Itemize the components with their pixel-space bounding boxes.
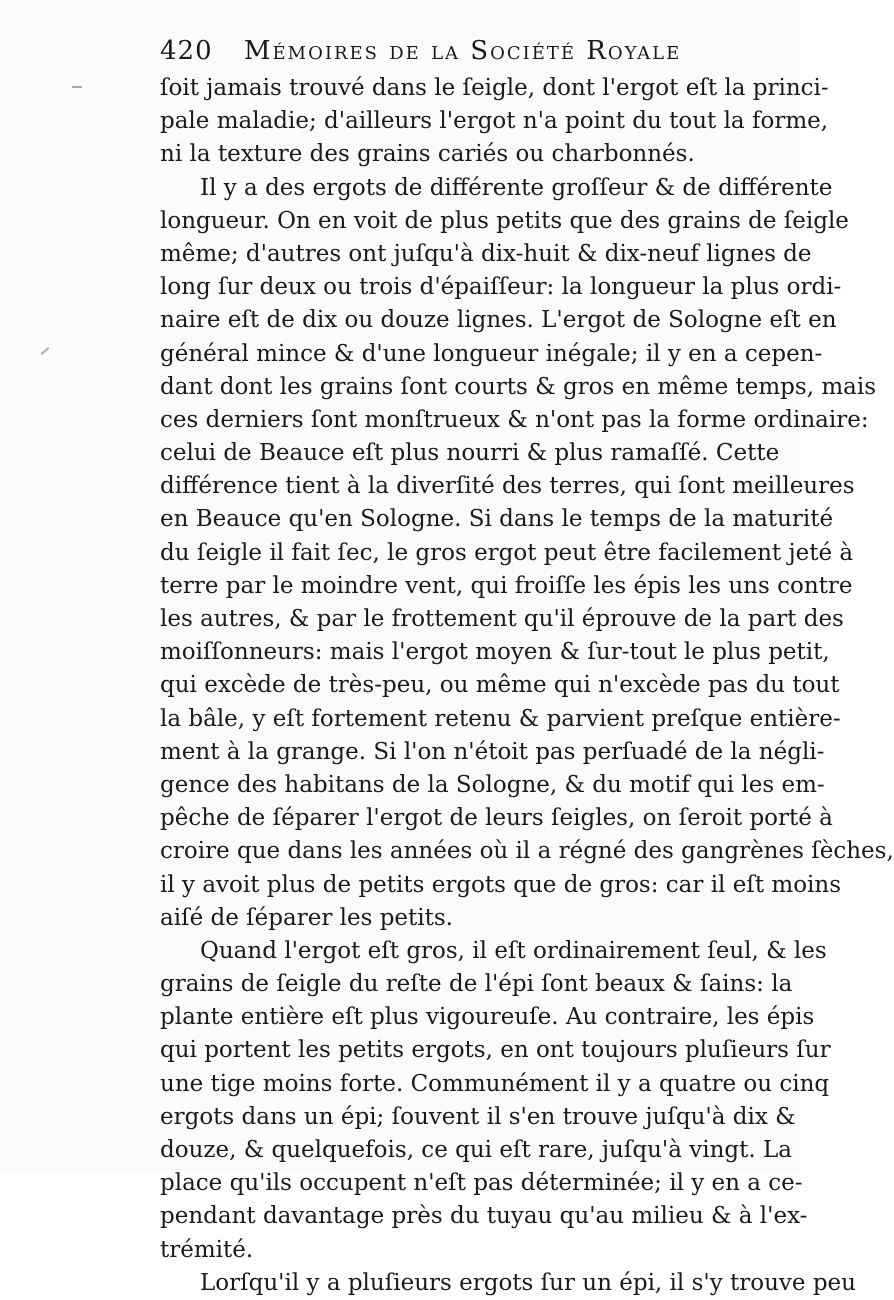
text-line: pale maladie; d'ailleurs l'ergot n'a point du tout la forme, (160, 108, 829, 135)
text-line: gence des habitans de la Sologne, & du motif qui les em- (160, 771, 825, 798)
text-line: terre par le moindre vent, qui froiſſe les épis les uns contre (160, 572, 853, 599)
body-text (160, 72, 894, 1300)
text-line: une tige moins forte. Communément il y a quatre ou cinq (160, 1070, 830, 1097)
text-line: la bâle, y eſt fortement retenu & parvient preſque entière- (160, 705, 841, 732)
text-line: ment à la grange. Si l'on n'étoit pas perſuadé de la négli- (160, 738, 825, 765)
text-line: trémité. (160, 1236, 254, 1263)
text-line: ces derniers ſont monſtrueux & n'ont pas la forme ordinaire: (160, 406, 869, 433)
text-line: grains de ſeigle du reſte de l'épi ſont beaux & ſains: la (160, 971, 793, 998)
text-line: aiſé de ſéparer les petits. (160, 904, 453, 931)
text-line: il y avoit plus de petits ergots que de gros: car il eſt moins (160, 871, 842, 898)
text-line: pendant davantage près du tuyau qu'au milieu & à l'ex- (160, 1203, 808, 1230)
text-line: place qu'ils occupent n'eſt pas déterminée; il y en a ce- (160, 1170, 803, 1197)
paragraph-start-line: Il y a des ergots de différente groſſeur & de différente (200, 174, 833, 201)
text-line: ſoit jamais trouvé dans le ſeigle, dont l'ergot eſt la princi- (160, 75, 829, 101)
margin-mark (72, 86, 82, 88)
text-line: long ſur deux ou trois d'épaiſſeur: la longueur la plus ordi- (160, 274, 842, 301)
text-line: dant dont les grains ſont courts & gros en même temps, mais (160, 373, 876, 400)
text-line: du ſeigle il fait ſec, le gros ergot peut être facilement jeté à (160, 539, 854, 566)
text-line: ergots dans un épi; ſouvent il s'en trouve juſqu'à dix & (160, 1103, 796, 1130)
paragraph-start-line: Lorſqu'il y a pluſieurs ergots ſur un épi, il s'y trouve peu (200, 1269, 856, 1296)
text-line: les autres, & par le frottement qu'il éprouve de la part des (160, 606, 844, 632)
page-header (160, 36, 760, 76)
text-line: moiſſonneurs: mais l'ergot moyen & ſur-tout le plus petit, (160, 639, 830, 666)
text-line: croire que dans les années où il a régné des gangrènes ſèches, (160, 838, 894, 865)
margin-mark (41, 347, 50, 355)
text-line: pêche de ſéparer l'ergot de leurs ſeigles, on ſeroit porté à (160, 805, 833, 832)
text-line: plante entière eſt plus vigoureuſe. Au contraire, les épis (160, 1004, 815, 1031)
paragraph-start-line: Quand l'ergot eſt gros, il eſt ordinairement ſeul, & les (200, 937, 827, 964)
text-line: celui de Beauce eſt plus nourri & plus ramaſſé. Cette (160, 440, 780, 467)
text-line: douze, & quelquefois, ce qui eſt rare, juſqu'à vingt. La (160, 1137, 793, 1163)
page-number: 420 (160, 36, 213, 66)
text-line: qui excède de très-peu, ou même qui n'excède pas du tout (160, 672, 840, 699)
running-title: Mémoires de la Société Royale (243, 36, 682, 66)
text-line: même; d'autres ont juſqu'à dix-huit & dix-neuf lignes de (160, 240, 812, 267)
text-line: ni la texture des grains cariés ou charbonnés. (160, 141, 695, 168)
text-line: qui portent les petits ergots, en ont toujours pluſieurs ſur (160, 1037, 831, 1064)
text-line: différence tient à la diverſité des terres, qui ſont meilleures (160, 473, 855, 500)
text-line: général mince & d'une longueur inégale; il y en a cepen- (160, 340, 823, 367)
text-line: en Beauce qu'en Sologne. Si dans le temps de la maturité (160, 506, 834, 533)
text-line: longueur. On en voit de plus petits que des grains de ſeigle (160, 207, 849, 234)
text-line: naire eſt de dix ou douze lignes. L'ergot de Sologne eſt en (160, 307, 837, 334)
